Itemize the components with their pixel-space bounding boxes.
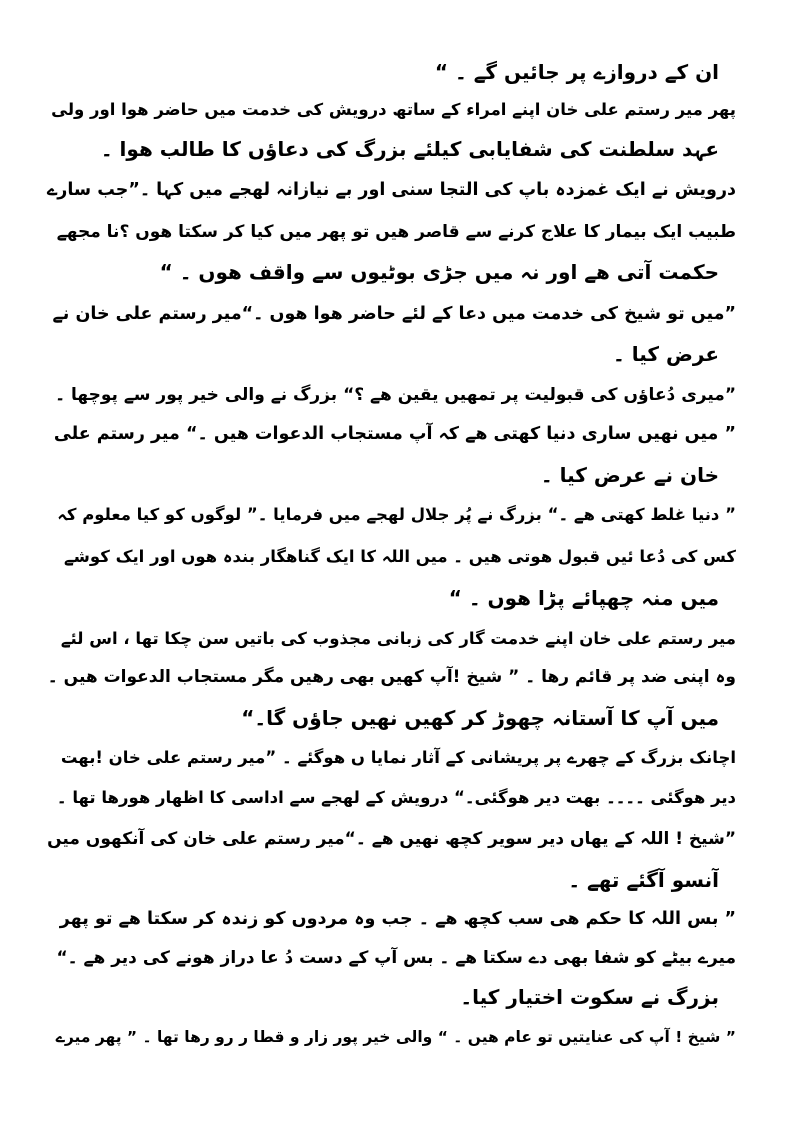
text-line: ” شیخ ! آپ کی عنایتیں تو عام ھیں ۔ “ والی خیر پور زار و قطا ر رو رھا تھا ۔ ” پھر میرے [55, 1028, 736, 1046]
text-line: پھر میر رستم علی خان اپنے امراء کے ساتھ درویش کی خدمت میں حاضر ھوا اور ولی [51, 100, 736, 119]
text-line: آنسو آگئے تھے ۔ [568, 868, 719, 892]
text-line: وہ اپنی ضد پر قائم رھا ۔ ” شیخ !آپ کھیں بھی رھیں مگر مستجاب الدعوات ھیں ۔ [47, 667, 736, 687]
text-line: ”میری دُعاؤں کی قبولیت پر تمھیں یقین ھے ؟“ بزرگ نے والی خیر پور سے پوچھا ۔ [55, 385, 736, 405]
text-line: عرض کیا ۔ [613, 342, 719, 366]
text-line: اچانک بزرگ کے چھرے پر پریشانی کے آثار نمایا ں ھوگئے ۔ ”میر رستم علی خان !بھت [60, 748, 736, 767]
text-line: درویش نے ایک غمزدہ باپ کی التجا سنی اور بے نیازانہ لھجے میں کہا ۔”جب سارے [47, 180, 736, 200]
text-line: میں آپ کا آستانہ چھوڑ کر کھیں نھیں جاؤں گا۔“ [241, 706, 719, 730]
text-line: ” میں نھیں ساری دنیا کھتی ھے کہ آپ مستجاب الدعوات ھیں ۔“ میر رستم علی [53, 424, 736, 444]
text-line: ان کے دروازے پر جائیں گے ۔ “ [434, 60, 719, 84]
text-line: بزرگ نے سکوت اختیار کیا۔ [460, 985, 719, 1009]
text-line: ”شیخ ! اللہ کے یھاں دیر سویر کچھ نھیں ھے ۔“میر رستم علی خان کی آنکھوں میں [47, 829, 736, 849]
text-line: میرے بیٹے کو شفا بھی دے سکتا ھے ۔ بس آپ کے دست دُ عا دراز ھونے کی دیر ھے ۔“ [56, 948, 736, 968]
text-line: میں منہ چھپائے پڑا ھوں ۔ “ [448, 586, 719, 610]
text-line: طبیب ایک بیمار کا علاج کرنے سے قاصر ھیں تو پھر میں کیا کر سکتا ھوں ؟نا مجھے [56, 222, 736, 242]
text-line: حکمت آتی ھے اور نہ میں جڑی بوٹیوں سے واقف ھوں ۔ “ [159, 260, 719, 284]
text-line: ” بس اللہ کا حکم ھی سب کچھ ھے ۔ جب وہ مردوں کو زندہ کر سکتا ھے تو پھر [59, 909, 736, 929]
text-line: میر رستم علی خان اپنے خدمت گار کی زبانی مجذوب کی باتیں سن چکا تھا ، اس لئے [60, 629, 736, 648]
text-line: دیر ھوگئی ۔۔۔۔ بھت دیر ھوگئی۔“ درویش کے لھجے سے اداسی کا اظھار ھورھا تھا ۔ [56, 788, 736, 807]
text-line: کس کی دُعا ئیں قبول ھوتی ھیں ۔ میں اللہ کا ایک گناھگار بندہ ھوں اور ایک کوشے [64, 547, 736, 566]
text-line: عہد سلطنت کی شفایابی کیلئے بزرگ کی دعاؤں کا طالب ھوا ۔ [100, 137, 719, 161]
text-line: ” دنیا غلط کھتی ھے ۔“ بزرگ نے پُر جلال لھجے میں فرمایا ۔” لوگوں کو کیا معلوم کہ [57, 505, 736, 524]
text-line: ”میں تو شیخ کی خدمت میں دعا کے لئے حاضر ھوا ھوں ۔“میر رستم علی خان نے [52, 304, 736, 324]
text-line: خان نے عرض کیا ۔ [540, 463, 719, 487]
